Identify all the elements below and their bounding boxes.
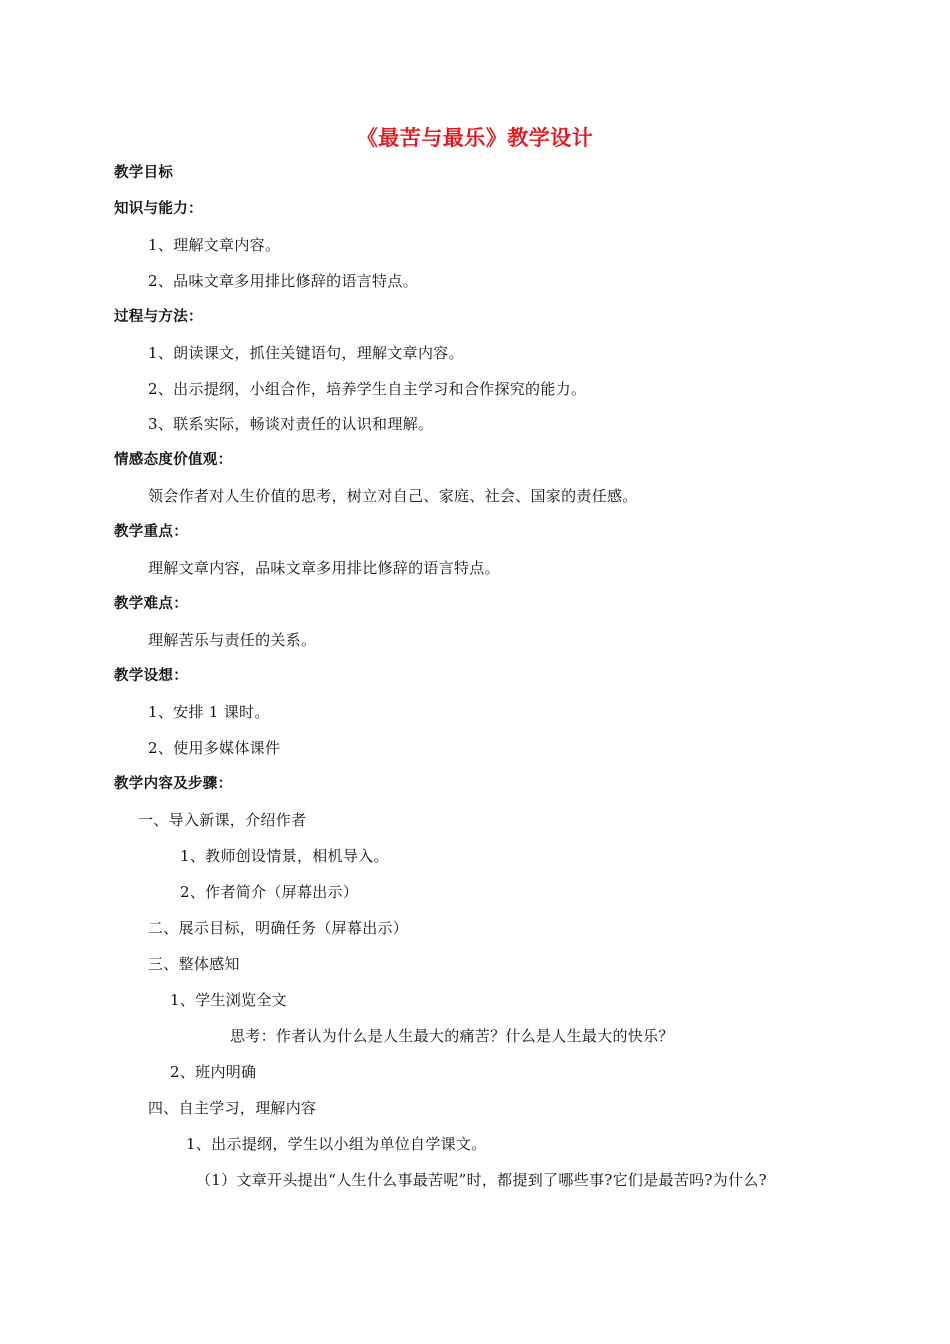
heading-teaching-focus: 教学重点： xyxy=(114,524,188,540)
process-item-1: 1、朗读课文，抓住关键语句，理解文章内容。 xyxy=(148,344,464,362)
knowledge-item-2: 2、品味文章多用排比修辞的语言特点。 xyxy=(148,272,418,290)
heading-process-method: 过程与方法： xyxy=(114,309,203,325)
document-title: 《最苦与最乐》教学设计 xyxy=(356,126,594,150)
heading-content-steps: 教学内容及步骤： xyxy=(114,776,233,792)
step-4-question-1: （1）文章开头提出“人生什么事最苦呢”时，都提到了哪些事?它们是最苦吗?为什么? xyxy=(196,1171,768,1189)
heading-emotion-values: 情感态度价值观： xyxy=(114,452,233,468)
plan-item-2: 2、使用多媒体课件 xyxy=(148,739,281,757)
step-2: 二、展示目标，明确任务（屏幕出示） xyxy=(148,919,409,937)
step-4: 四、自主学习，理解内容 xyxy=(148,1099,317,1117)
step-3: 三、整体感知 xyxy=(148,955,240,973)
heading-teaching-goals: 教学目标 xyxy=(114,165,174,181)
step-3-item-1: 1、学生浏览全文 xyxy=(170,991,287,1009)
plan-item-1: 1、安排 1 课时。 xyxy=(148,703,270,721)
difficulty-item: 理解苦乐与责任的关系。 xyxy=(148,631,317,649)
step-3-item-2: 2、班内明确 xyxy=(170,1063,257,1081)
heading-knowledge-ability: 知识与能力： xyxy=(114,201,203,217)
process-item-2: 2、出示提纲，小组合作，培养学生自主学习和合作探究的能力。 xyxy=(148,380,587,398)
step-1: 一、导入新课，介绍作者 xyxy=(138,811,307,829)
heading-teaching-plan: 教学设想： xyxy=(114,668,188,684)
focus-item: 理解文章内容，品味文章多用排比修辞的语言特点。 xyxy=(148,559,500,577)
emotion-item: 领会作者对人生价值的思考，树立对自己、家庭、社会、国家的责任感。 xyxy=(148,487,638,505)
step-1-item-1: 1、教师创设情景，相机导入。 xyxy=(180,847,389,865)
step-3-think: 思考：作者认为什么是人生最大的痛苦？什么是人生最大的快乐？ xyxy=(230,1027,674,1045)
step-1-item-2: 2、作者简介（屏幕出示） xyxy=(180,883,359,901)
knowledge-item-1: 1、理解文章内容。 xyxy=(148,236,281,254)
heading-teaching-difficulty: 教学难点： xyxy=(114,596,188,612)
step-4-item-1: 1、出示提纲，学生以小组为单位自学课文。 xyxy=(186,1135,487,1153)
process-item-3: 3、联系实际，畅谈对责任的认识和理解。 xyxy=(148,415,434,433)
